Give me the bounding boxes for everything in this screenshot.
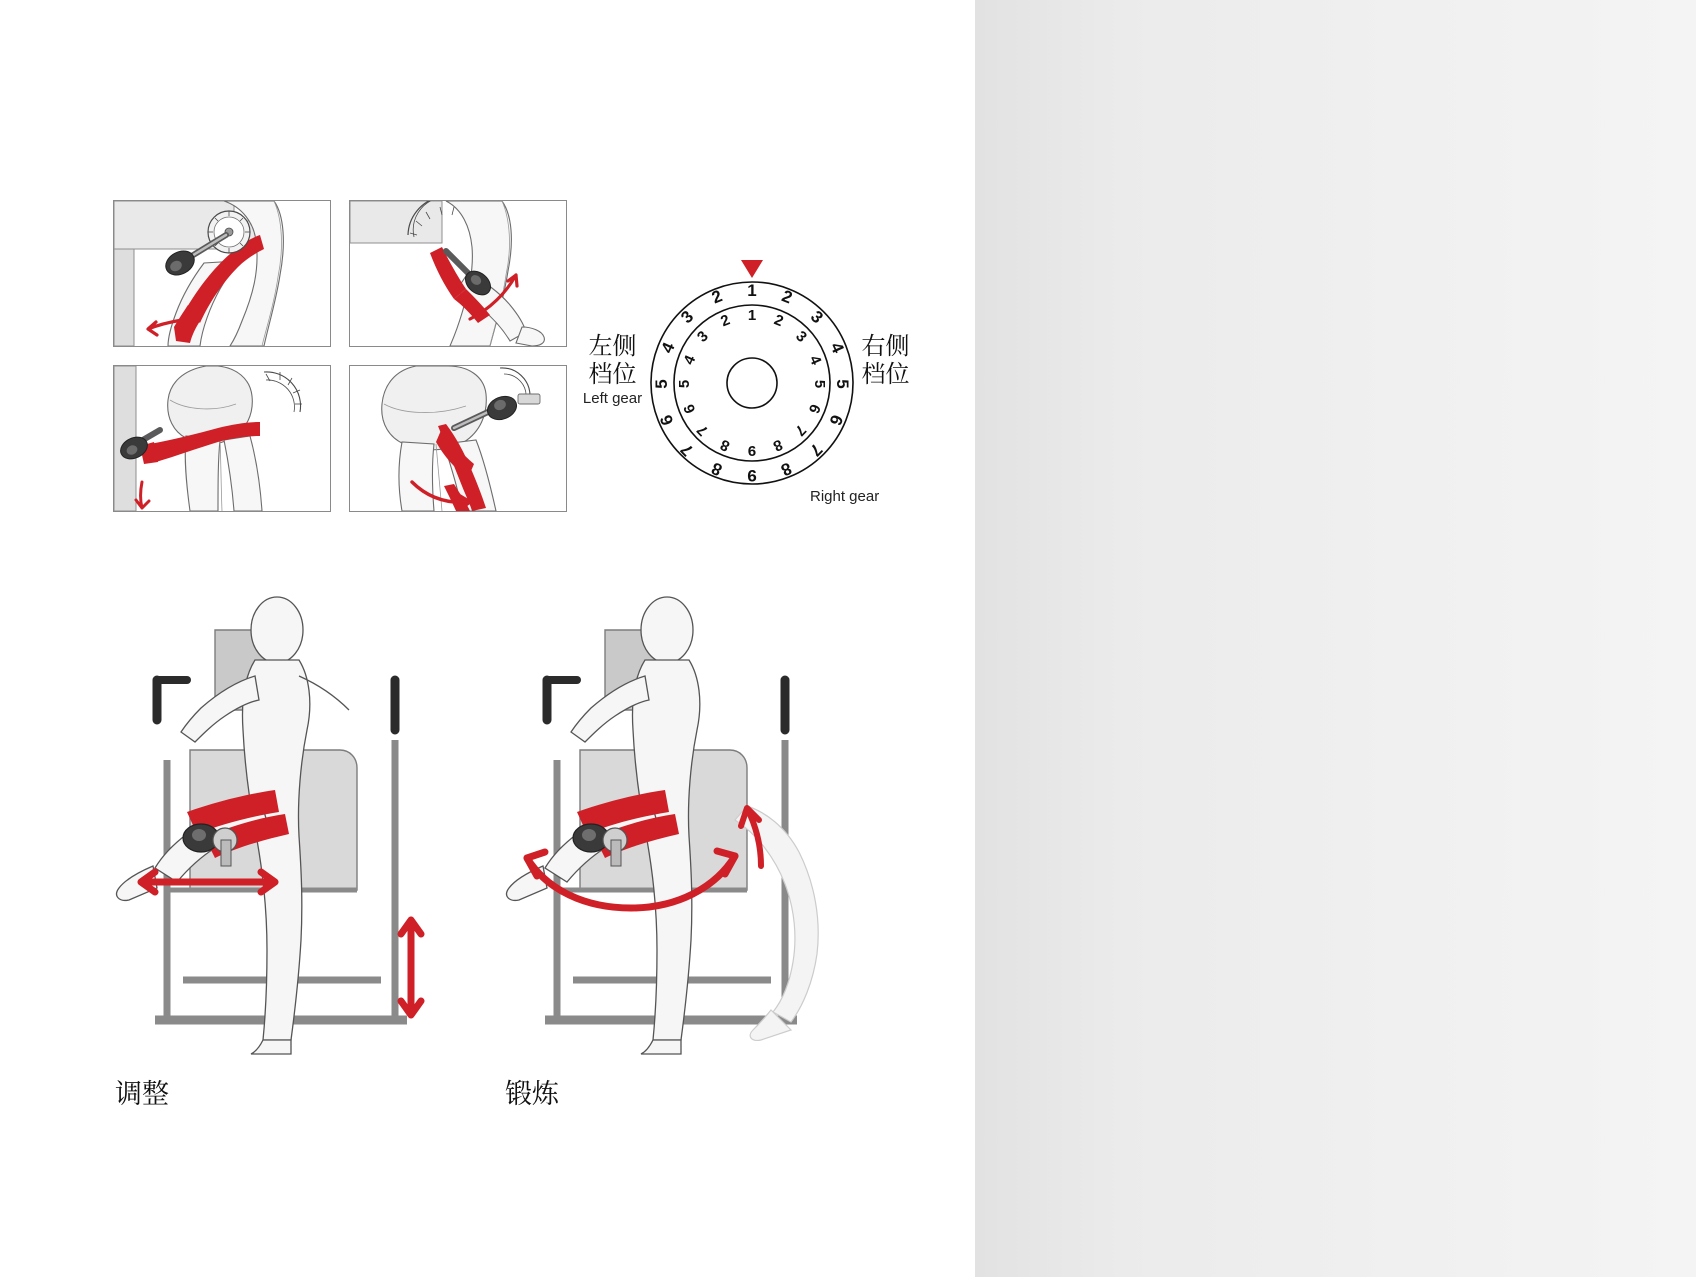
leg-diagram-3-icon xyxy=(114,366,330,511)
svg-text:6: 6 xyxy=(680,401,700,416)
svg-text:7: 7 xyxy=(805,439,827,460)
svg-text:3: 3 xyxy=(792,327,811,346)
svg-text:7: 7 xyxy=(693,421,712,440)
leg-diagram-4-icon xyxy=(350,366,566,511)
svg-text:4: 4 xyxy=(680,352,700,368)
svg-text:8: 8 xyxy=(717,435,733,455)
svg-text:7: 7 xyxy=(791,421,810,440)
right-gear-label-cn-1: 右侧 xyxy=(861,333,910,360)
machine-exercise-icon xyxy=(485,590,865,1060)
svg-text:5: 5 xyxy=(652,379,671,389)
right-gear-label-cn-2: 档位 xyxy=(861,361,910,389)
specs-panel xyxy=(975,0,1696,1277)
svg-text:9: 9 xyxy=(747,442,757,459)
svg-text:3: 3 xyxy=(806,306,827,328)
svg-text:5: 5 xyxy=(811,379,828,389)
svg-text:2: 2 xyxy=(779,286,796,308)
detail-frame-1 xyxy=(113,200,331,347)
svg-text:4: 4 xyxy=(657,339,679,356)
leg-diagram-1-icon xyxy=(114,201,330,346)
gear-dial-icon[interactable] xyxy=(605,248,895,518)
svg-text:6: 6 xyxy=(804,401,824,416)
svg-text:9: 9 xyxy=(747,466,757,485)
svg-text:1: 1 xyxy=(747,307,757,324)
caption-adjust: 调整 xyxy=(115,1079,169,1109)
svg-text:5: 5 xyxy=(833,379,852,389)
leg-diagram-2-icon xyxy=(350,201,566,346)
left-gear-label-cn-1: 左侧 xyxy=(588,333,637,360)
dial-pointer-icon xyxy=(741,260,763,278)
detail-frame-4 xyxy=(349,365,567,512)
svg-text:6: 6 xyxy=(825,412,847,429)
detail-frame-2 xyxy=(349,200,567,347)
svg-text:8: 8 xyxy=(778,458,795,480)
gear-dial-group xyxy=(582,248,910,518)
caption-exercise: 锻炼 xyxy=(505,1079,559,1109)
left-gear-label-en: Left gear xyxy=(582,389,643,407)
svg-text:2: 2 xyxy=(771,311,786,331)
svg-text:7: 7 xyxy=(676,439,698,460)
svg-text:4: 4 xyxy=(826,339,848,356)
svg-text:3: 3 xyxy=(693,327,712,346)
svg-text:6: 6 xyxy=(656,412,678,429)
svg-text:8: 8 xyxy=(770,435,786,455)
left-gear-label-cn-2: 档位 xyxy=(588,361,637,389)
svg-text:1: 1 xyxy=(747,281,757,300)
svg-text:2: 2 xyxy=(718,311,733,331)
svg-text:3: 3 xyxy=(677,306,698,328)
svg-text:2: 2 xyxy=(708,286,725,308)
right-gear-label-en: Right gear xyxy=(810,488,880,505)
svg-text:5: 5 xyxy=(676,379,693,389)
svg-text:4: 4 xyxy=(805,352,825,368)
svg-text:8: 8 xyxy=(708,458,725,480)
detail-frame-3 xyxy=(113,365,331,512)
machine-adjust-icon xyxy=(95,590,455,1060)
